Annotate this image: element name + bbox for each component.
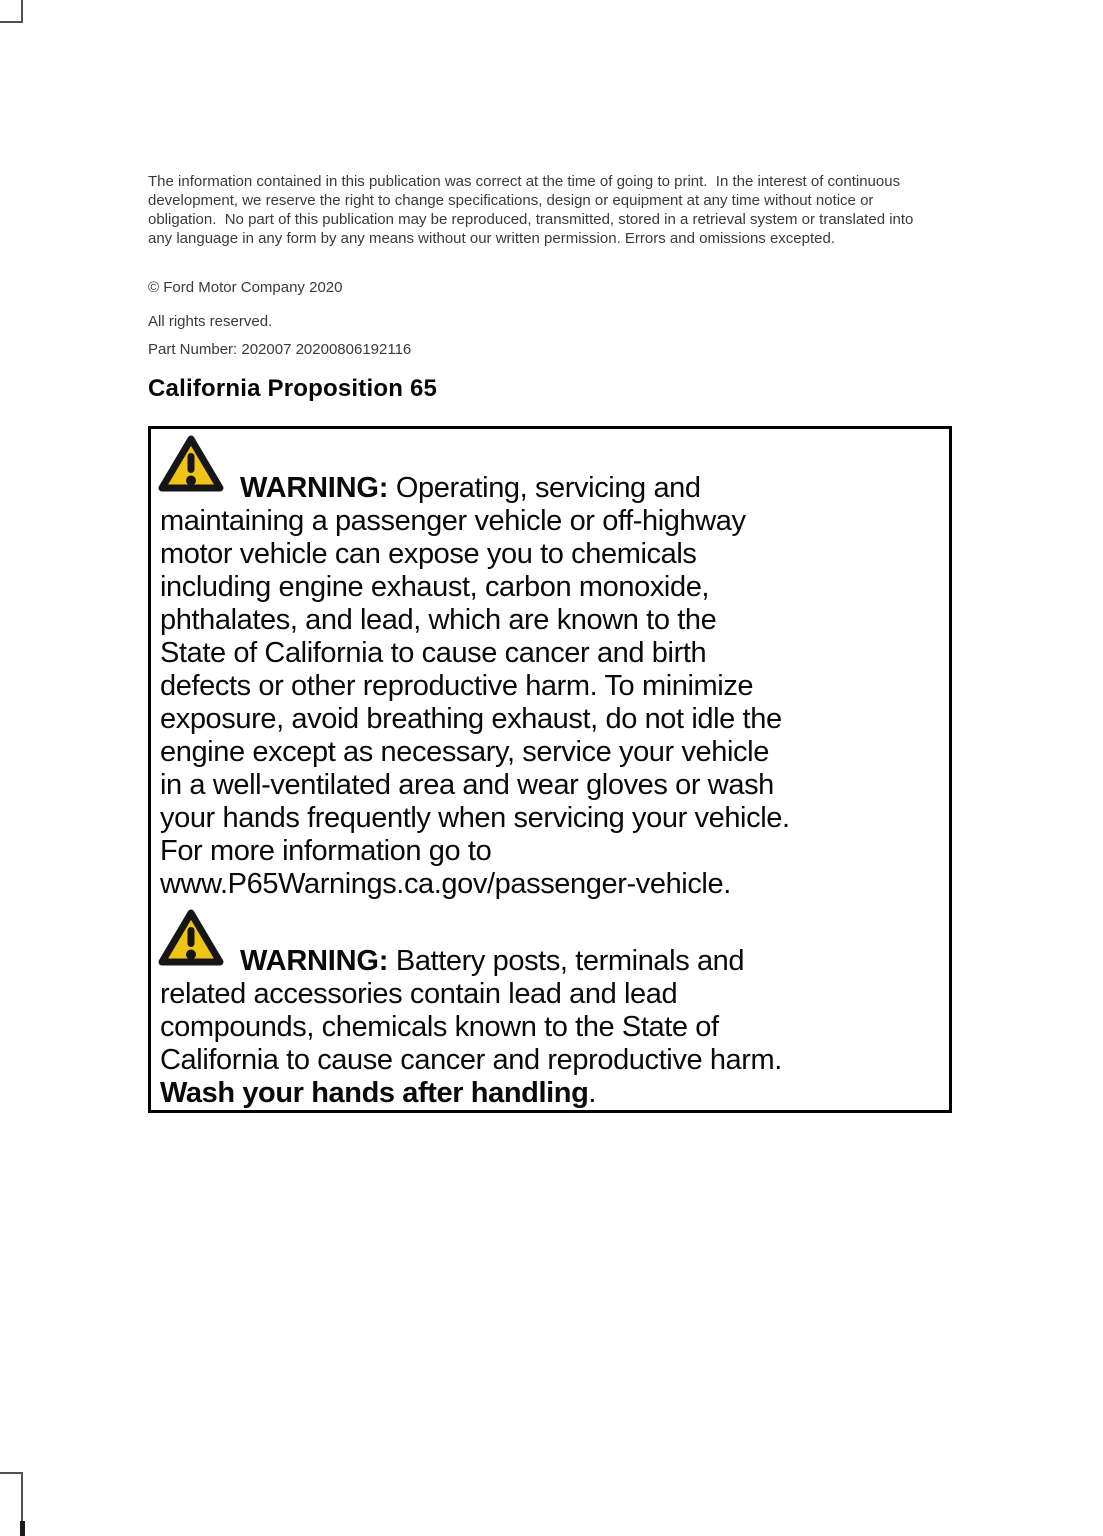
warning-emphasis-suffix: . xyxy=(588,1077,597,1109)
legal-notice-paragraph: The information contained in this publication was correct at the time of going to print. In the interest of continuous development, we reserve the right to change specifications, design or equipment at any time without notice or obligation. No part of this publication may be reproduced, transmitted, stored in a retrieval system or translated into any language in any form by any means without our written permission. Errors and omissions excepted. xyxy=(148,173,918,247)
warning-line: including engine exhaust, carbon monoxide, xyxy=(160,571,710,603)
crop-mark-top-left xyxy=(0,0,23,23)
warning-operating-servicing xyxy=(151,429,949,901)
warning-line: compounds, chemicals known to the State of xyxy=(160,1011,719,1043)
crop-mark-bottom-left xyxy=(0,1472,23,1536)
warning-line: your hands frequently when servicing your vehicle. xyxy=(160,802,790,834)
warning-text: Operating, servicing and xyxy=(395,472,701,504)
warning-line: For more information go to xyxy=(160,835,492,867)
prop65-warning-box xyxy=(148,426,952,1113)
warning-label: WARNING: xyxy=(240,472,389,504)
warning-line xyxy=(160,945,945,978)
warning-line xyxy=(160,472,945,505)
crop-mark-tick xyxy=(20,1521,25,1536)
copyright-line: © Ford Motor Company 2020 xyxy=(148,279,343,296)
warning-line: California to cause cancer and reproductive harm. xyxy=(160,1044,782,1076)
warning-line: exposure, avoid breathing exhaust, do not idle the xyxy=(160,703,782,735)
warning-label: WARNING: xyxy=(240,945,389,977)
warning-line: defects or other reproductive harm. To minimize xyxy=(160,670,754,702)
warning-text: Battery posts, terminals and xyxy=(395,945,745,977)
warning-line: engine except as necessary, service your vehicle xyxy=(160,736,769,768)
section-heading-california-prop-65: California Proposition 65 xyxy=(148,375,438,402)
warning-line: in a well-ventilated area and wear gloves or wash xyxy=(160,769,774,801)
warning-emphasis-text: Wash your hands after handling xyxy=(160,1077,589,1109)
warning-triangle-icon xyxy=(157,907,225,969)
warning-battery-lead xyxy=(151,901,949,1110)
warning-line: related accessories contain lead and lead xyxy=(160,978,678,1010)
warning-line: State of California to cause cancer and birth xyxy=(160,637,707,669)
warning-triangle-icon xyxy=(157,433,225,495)
warning-line: motor vehicle can expose you to chemicals xyxy=(160,538,697,570)
warning-url-text: www.P65Warnings.ca.gov/passenger-vehicle. xyxy=(160,868,731,900)
warning-emphasis-line xyxy=(160,1077,945,1110)
warning-line: phthalates, and lead, which are known to the xyxy=(160,604,717,636)
warning-line: maintaining a passenger vehicle or off-highway xyxy=(160,505,746,537)
rights-reserved-line: All rights reserved. xyxy=(148,313,273,330)
part-number-line: Part Number: 202007 20200806192116 xyxy=(148,341,412,358)
